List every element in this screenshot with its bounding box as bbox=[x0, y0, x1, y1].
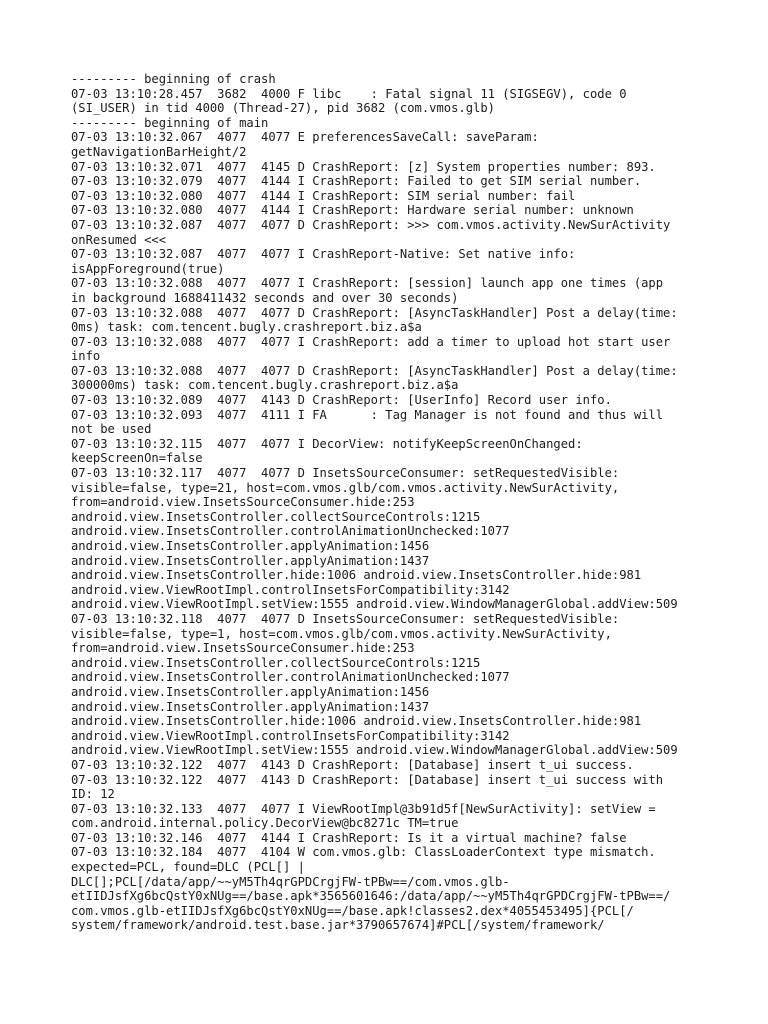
log-line: getNavigationBarHeight/2 bbox=[71, 144, 247, 159]
log-line: android.view.InsetsController.applyAnimation:1437 bbox=[71, 553, 430, 568]
log-line: android.view.InsetsController.collectSourceControls:1215 bbox=[71, 655, 481, 670]
log-line: 07-03 13:10:32.080 4077 4144 I CrashReport: SIM serial number: fail bbox=[71, 188, 576, 203]
log-line: 07-03 13:10:32.146 4077 4144 I CrashReport: Is it a virtual machine? false bbox=[71, 830, 627, 845]
log-line: android.view.InsetsController.hide:1006 android.view.InsetsController.hide:981 bbox=[71, 568, 642, 583]
log-line: android.view.InsetsController.applyAnimation:1437 bbox=[71, 699, 430, 714]
log-line: 07-03 13:10:32.088 4077 4077 D CrashReport: [AsyncTaskHandler] Post a delay(time: bbox=[71, 363, 678, 378]
log-line: system/framework/android.test.base.jar*3790657674]#PCL[/system/framework/ bbox=[71, 918, 605, 933]
log-line: expected=PCL, found=DLC (PCL[] | bbox=[71, 860, 305, 875]
log-line: (SI_USER) in tid 4000 (Thread-27), pid 3682 (com.vmos.glb) bbox=[71, 101, 495, 116]
log-line: ID: 12 bbox=[71, 787, 115, 802]
log-line: 07-03 13:10:32.122 4077 4143 D CrashReport: [Database] insert t_ui success with bbox=[71, 772, 664, 787]
log-line: 07-03 13:10:32.087 4077 4077 I CrashReport-Native: Set native info: bbox=[71, 247, 576, 262]
log-line: etIIDJsfXg6bcQstY0xNUg==/base.apk*3565601646:/data/app/~~yM5Th4qrGPDCrgjFW-tPBw==/ bbox=[71, 889, 671, 904]
log-line: 300000ms) task: com.tencent.bugly.crashreport.biz.a$a bbox=[71, 378, 459, 393]
log-line: 07-03 13:10:32.088 4077 4077 I CrashReport: add a timer to upload hot start user bbox=[71, 334, 671, 349]
log-line: visible=false, type=21, host=com.vmos.glb/com.vmos.activity.NewSurActivity, bbox=[71, 480, 620, 495]
log-line: android.view.InsetsController.applyAnimation:1456 bbox=[71, 539, 430, 553]
log-line: 07-03 13:10:28.457 3682 4000 F libc : Fatal signal 11 (SIGSEGV), code 0 bbox=[71, 86, 627, 101]
log-line: 07-03 13:10:32.122 4077 4143 D CrashReport: [Database] insert t_ui success. bbox=[71, 757, 634, 772]
log-line: 07-03 13:10:32.093 4077 4111 I FA : Tag Manager is not found and thus will bbox=[71, 407, 664, 422]
log-text-body bbox=[71, 72, 711, 933]
log-line: DLC[];PCL[/data/app/~~yM5Th4qrGPDCrgjFW-tPBw==/com.vmos.glb- bbox=[71, 874, 510, 889]
log-line: 07-03 13:10:32.118 4077 4077 D InsetsSourceConsumer: setRequestedVisible: bbox=[71, 611, 620, 626]
log-line: visible=false, type=1, host=com.vmos.glb/com.vmos.activity.NewSurActivity, bbox=[71, 626, 612, 641]
log-line: 07-03 13:10:32.088 4077 4077 I CrashReport: [session] launch app one times (app bbox=[71, 276, 664, 291]
log-line: onResumed <<< bbox=[71, 232, 167, 247]
log-line: 07-03 13:10:32.184 4077 4104 W com.vmos.glb: ClassLoaderContext type mismatch. bbox=[71, 845, 656, 860]
log-line: 07-03 13:10:32.079 4077 4144 I CrashReport: Failed to get SIM serial number. bbox=[71, 174, 642, 189]
log-line: 07-03 13:10:32.088 4077 4077 D CrashReport: [AsyncTaskHandler] Post a delay(time: bbox=[71, 305, 678, 320]
log-line: android.view.ViewRootImpl.setView:1555 android.view.WindowManagerGlobal.addView:509 bbox=[71, 743, 678, 758]
log-line: --------- beginning of main bbox=[71, 115, 269, 130]
log-line: android.view.InsetsController.hide:1006 android.view.InsetsController.hide:981 bbox=[71, 714, 642, 729]
log-line: android.view.InsetsController.controlAnimationUnchecked:1077 bbox=[71, 670, 510, 685]
log-line: from=android.view.InsetsSourceConsumer.hide:253 bbox=[71, 641, 415, 656]
log-line: android.view.ViewRootImpl.controlInsetsForCompatibility:3142 bbox=[71, 728, 510, 743]
log-line: 07-03 13:10:32.089 4077 4143 D CrashReport: [UserInfo] Record user info. bbox=[71, 393, 612, 408]
log-line: android.view.InsetsController.collectSourceControls:1215 bbox=[71, 509, 481, 524]
log-line: com.android.internal.policy.DecorView@bc8271c TM=true bbox=[71, 816, 459, 831]
log-line: 07-03 13:10:32.087 4077 4077 D CrashReport: >>> com.vmos.activity.NewSurActivity bbox=[71, 217, 671, 232]
log-line: 0ms) task: com.tencent.bugly.crashreport.biz.a$a bbox=[71, 320, 422, 335]
log-line: isAppForeground(true) bbox=[71, 261, 225, 276]
log-line: keepScreenOn=false bbox=[71, 451, 203, 466]
log-line: 07-03 13:10:32.117 4077 4077 D InsetsSourceConsumer: setRequestedVisible: bbox=[71, 466, 620, 481]
log-line: com.vmos.glb-etIIDJsfXg6bcQstY0xNUg==/base.apk!classes2.dex*4055453495]{PCL[/ bbox=[71, 903, 634, 918]
log-line: 07-03 13:10:32.080 4077 4144 I CrashReport: Hardware serial number: unknown bbox=[71, 203, 634, 218]
log-line: android.view.InsetsController.controlAnimationUnchecked:1077 bbox=[71, 524, 510, 539]
log-line: in background 1688411432 seconds and over 30 seconds) bbox=[71, 290, 459, 305]
log-line: 07-03 13:10:32.067 4077 4077 E preferencesSaveCall: saveParam: bbox=[71, 130, 539, 145]
log-line: 07-03 13:10:32.115 4077 4077 I DecorView: notifyKeepScreenOnChanged: bbox=[71, 436, 583, 451]
log-line: --------- beginning of crash bbox=[71, 72, 276, 86]
log-line: 07-03 13:10:32.133 4077 4077 I ViewRootImpl@3b91d5f[NewSurActivity]: setView = bbox=[71, 801, 656, 816]
log-line: from=android.view.InsetsSourceConsumer.hide:253 bbox=[71, 495, 415, 510]
log-line: not be used bbox=[71, 422, 152, 437]
log-line: info bbox=[71, 349, 101, 364]
log-line: android.view.InsetsController.applyAnimation:1456 bbox=[71, 684, 430, 699]
log-line: android.view.ViewRootImpl.setView:1555 android.view.WindowManagerGlobal.addView:509 bbox=[71, 597, 678, 612]
log-line: android.view.ViewRootImpl.controlInsetsForCompatibility:3142 bbox=[71, 582, 510, 597]
log-line: 07-03 13:10:32.071 4077 4145 D CrashReport: [z] System properties number: 893. bbox=[71, 159, 656, 174]
